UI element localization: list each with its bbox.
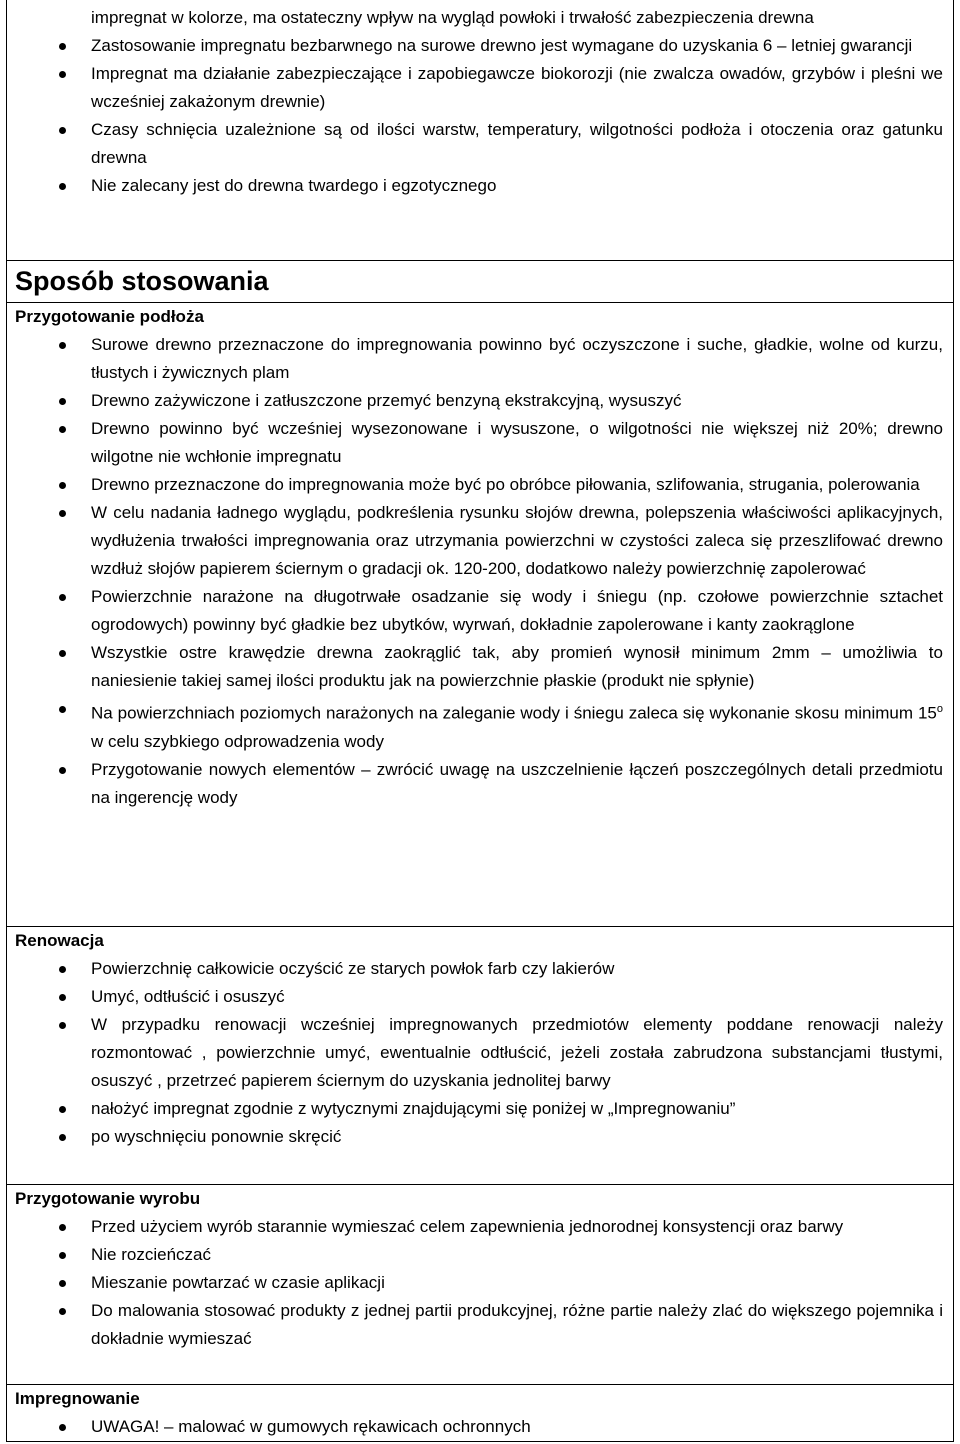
list-item xyxy=(7,116,953,172)
list-item-text: Drewno powinno być wcześniej wysezonowane i wysuszone, o wilgotności nie większej niż 20%; drewno wilgotne nie wchłonie impregnatu xyxy=(91,419,943,466)
list-item-text: Impregnat ma działanie zabezpieczające i zapobiegawcze biokorozji (nie zwalcza owadów, grzybów i pleśni we wcześniej zakażonym drewnie) xyxy=(91,64,943,111)
bullet-icon xyxy=(59,994,66,1001)
bullet-icon xyxy=(59,767,66,774)
list-item xyxy=(7,1011,953,1095)
list-item xyxy=(7,1297,953,1353)
bullet-icon xyxy=(59,127,66,134)
list-item xyxy=(7,32,953,60)
przygotowanie-podloza-section xyxy=(7,302,953,812)
list-item xyxy=(7,955,953,983)
list-item-text: po wyschnięciu ponownie skręcić xyxy=(91,1127,342,1146)
bullet-icon xyxy=(59,966,66,973)
subsection-title: Przygotowanie wyrobu xyxy=(15,1189,201,1208)
sposob-title-section xyxy=(7,260,953,301)
list-item xyxy=(7,499,953,583)
podloze-list xyxy=(7,331,953,812)
renowacja-list xyxy=(7,955,953,1151)
list-item-text: Do malowania stosować produkty z jednej partii produkcyjnej, różne partie należy zlać do większego pojemnika i dokładnie wymieszać xyxy=(91,1301,943,1348)
list-item-text: Mieszanie powtarzać w czasie aplikacji xyxy=(91,1273,385,1292)
intro-list xyxy=(7,4,953,200)
bullet-icon xyxy=(59,706,66,713)
subsection-title: Impregnowanie xyxy=(15,1389,140,1408)
list-item xyxy=(7,1123,953,1151)
impregnowanie-list xyxy=(7,1413,953,1441)
bullet-icon xyxy=(59,183,66,190)
list-item xyxy=(7,1095,953,1123)
list-item-text: Powierzchnię całkowicie oczyścić ze starych powłok farb czy lakierów xyxy=(91,959,615,978)
list-item xyxy=(7,1269,953,1297)
bullet-icon xyxy=(59,398,66,405)
list-item xyxy=(7,695,953,756)
list-item xyxy=(7,331,953,387)
list-item xyxy=(7,983,953,1011)
list-item-text: Drewno przeznaczone do impregnowania może być po obróbce piłowania, szlifowania, strugania, polerowania xyxy=(91,475,920,494)
list-item-text: impregnat w kolorze, ma ostateczny wpływ na wygląd powłoki i trwałość zabezpieczenia drewna xyxy=(91,8,814,27)
bullet-icon xyxy=(59,43,66,50)
impregnowanie-section xyxy=(7,1384,953,1441)
list-item-text: Przed użyciem wyrób starannie wymieszać celem zapewnienia jednorodnej konsystencji oraz barwy xyxy=(91,1217,844,1236)
list-item-text xyxy=(91,695,943,756)
list-item xyxy=(7,60,953,116)
bullet-icon xyxy=(59,342,66,349)
list-item xyxy=(7,415,953,471)
list-item-text: Surowe drewno przeznaczone do impregnowania powinno być oczyszczone i suche, gładkie, wolne od kurzu, tłustych i żywicznych plam xyxy=(91,335,943,382)
list-item xyxy=(7,387,953,415)
bullet-icon xyxy=(59,1252,66,1259)
subsection-title: Renowacja xyxy=(15,931,104,950)
bullet-icon xyxy=(59,426,66,433)
list-item xyxy=(7,172,953,200)
bullet-icon xyxy=(59,1308,66,1315)
bullet-icon xyxy=(59,1224,66,1231)
list-item-text: Czasy schnięcia uzależnione są od ilości warstw, temperatury, wilgotności podłoża i otoczenia oraz gatunku drewna xyxy=(91,120,943,167)
list-item-text-main: Na powierzchniach poziomych narażonych na zaleganie wody i śniegu zaleca się wykonanie skosu minimum 15 xyxy=(91,703,937,723)
degree-superscript: o xyxy=(936,703,943,715)
list-item-text: Drewno zażywiczone i zatłuszczone przemyć benzyną ekstrakcyjną, wysuszyć xyxy=(91,391,682,410)
list-item xyxy=(7,1213,953,1241)
przygotowanie-wyrobu-section xyxy=(7,1184,953,1353)
bullet-icon xyxy=(59,71,66,78)
intro-section xyxy=(7,4,953,200)
list-item xyxy=(7,756,953,812)
bullet-icon xyxy=(59,482,66,489)
bullet-icon xyxy=(59,510,66,517)
list-item xyxy=(7,4,953,32)
subsection-title: Przygotowanie podłoża xyxy=(15,307,204,326)
list-item-text: Powierzchnie narażone na długotrwałe osadzanie się wody i śniegu (np. czołowe powierzchnie sztachet ogrodowych) powinny być gładkie bez ubytków, wyrwań, dokładnie zapolerowane i kanty zaokrąglone xyxy=(91,587,943,634)
list-item-text: nałożyć impregnat zgodnie z wytycznymi znajdującymi się poniżej w „Impregnowaniu” xyxy=(91,1099,736,1118)
bullet-icon xyxy=(59,650,66,657)
list-item-text: Nie rozcieńczać xyxy=(91,1245,211,1264)
bullet-icon xyxy=(59,1106,66,1113)
list-item xyxy=(7,1413,953,1441)
bullet-icon xyxy=(59,594,66,601)
renowacja-section xyxy=(7,926,953,1151)
list-item-text: Wszystkie ostre krawędzie drewna zaokrąglić tak, aby promień wynosił minimum 2mm – umożliwia to naniesienie takiej samej ilości produktu jak na powierzchnie płaskie (produkt nie spłynie) xyxy=(91,643,943,690)
list-item-text: W przypadku renowacji wcześniej impregnowanych przedmiotów elementy poddane renowacji należy rozmontować , powierzchnie umyć, ewentualnie odtłuścić, jeżeli została zabrudzona substancjami tłustymi, osuszyć , przetrzeć papierem ściernym do uzyskania jednolitej barwy xyxy=(91,1015,943,1090)
list-item-text: W celu nadania ładnego wyglądu, podkreślenia rysunku słojów drewna, polepszenia właściwości aplikacyjnych, wydłużenia trwałości impregnowania oraz utrzymania powierzchni w czystości zaleca się przeszlifować drewno wzdłuż słojów papierem ściernym o gradacji ok. 120-200, dodatkowo należy powierzchnię zapolerować xyxy=(91,503,943,578)
list-item xyxy=(7,1241,953,1269)
list-item-text: Przygotowanie nowych elementów – zwrócić uwagę na uszczelnienie łączeń poszczególnych detali przedmiotu na ingerencję wody xyxy=(91,759,943,807)
list-item xyxy=(7,639,953,695)
wyrob-list xyxy=(7,1213,953,1353)
bullet-icon xyxy=(59,1280,66,1287)
section-title: Sposób stosowania xyxy=(15,266,269,296)
list-item-text: Umyć, odtłuścić i osuszyć xyxy=(91,987,285,1006)
list-item-text-tail: w celu szybkiego odprowadzenia wody xyxy=(91,731,384,751)
list-item-text: Nie zalecany jest do drewna twardego i egzotycznego xyxy=(91,176,497,195)
bullet-icon xyxy=(59,1022,66,1029)
document-frame xyxy=(6,0,954,1442)
list-item-text: Zastosowanie impregnatu bezbarwnego na surowe drewno jest wymagane do uzyskania 6 – letniej gwarancji xyxy=(91,36,913,55)
list-item xyxy=(7,471,953,499)
list-item xyxy=(7,583,953,639)
bullet-icon xyxy=(59,1134,66,1141)
bullet-icon xyxy=(59,1424,66,1431)
list-item-text: UWAGA! – malować w gumowych rękawicach ochronnych xyxy=(91,1417,531,1436)
